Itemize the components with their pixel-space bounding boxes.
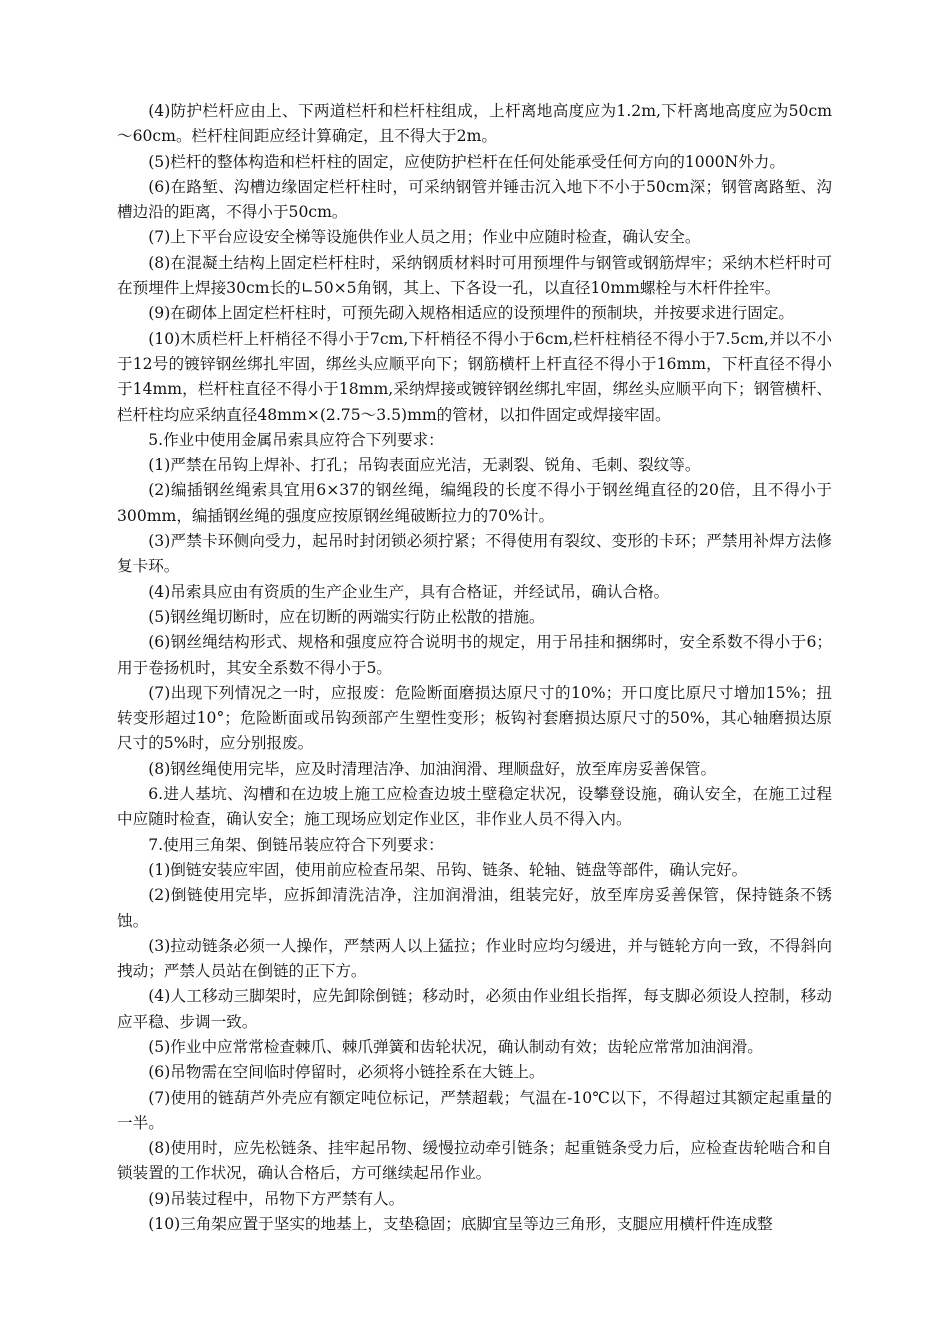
paragraph-guardrail-9: (9)在砌体上固定栏杆柱时，可预先砌入规格相适应的设预埋件的预制块，并按要求进行固定。 [148,304,795,323]
paragraph-hoist-4: (4)人工移动三脚架时，应先卸除倒链；移动时，必须由作业组长指挥，每支脚必须设人控制，移动应平稳、步调一致。 [117,987,832,1031]
paragraph-guardrail-10: (10)木质栏杆上杆梢径不得小于7cm,下杆梢径不得小于6cm,栏杆柱梢径不得小于7.5cm,并以不小于12号的镀锌钢丝绑扎牢固，绑丝头应顺平向下；钢筋横杆上杆直径不得小于16mm，下杆直径不得小于14mm，栏杆柱直径不得小于18mm,采纳焊接或镀锌钢丝绑扎牢固，绑丝头应顺平向下；钢管横杆、栏杆柱均应采纳直径48mm×(2.75～3.5)mm的管材，以扣件固定或焊接牢固。 [117,329,832,424]
document-page [117,99,832,1237]
paragraph-hoist-3: (3)拉动链条必须一人操作，严禁两人以上猛拉；作业时应均匀缓进，并与链轮方向一致，不得斜向拽动；严禁人员站在倒链的正下方。 [117,936,832,981]
paragraph-rigging-6: (6)钢丝绳结构形式、规格和强度应符合说明书的规定，用于吊挂和捆绑时，安全系数不得小于6；用于卷扬机时，其安全系数不得小于5。 [117,633,832,677]
section-heading-7: 7.使用三角架、倒链吊装应符合下列要求： [148,835,444,854]
paragraph-rigging-5: (5)钢丝绳切断时，应在切断的两端实行防止松散的措施。 [148,607,545,626]
paragraph-hoist-9: (9)吊装过程中，吊物下方严禁有人。 [148,1189,405,1208]
paragraph-hoist-2: (2)倒链使用完毕，应拆卸清洗洁净，注加润滑油，组装完好，放至库房妥善保管，保持链条不锈蚀。 [117,886,832,930]
paragraph-rigging-4: (4)吊索具应由有资质的生产企业生产，具有合格证，并经试吊，确认合格。 [148,582,670,601]
paragraph-hoist-6: (6)吊物需在空间临时停留时，必须将小链拴系在大链上。 [148,1063,545,1082]
section-heading-5: 5.作业中使用金属吊索具应符合下列要求： [148,430,444,449]
section-heading-6: 6.进人基坑、沟槽和在边坡上施工应检查边坡土壁稳定状况，设攀登设施，确认安全，在施工过程中应随时检查，确认安全；施工现场应划定作业区，非作业人员不得入内。 [117,785,832,829]
paragraph-guardrail-4: (4)防护栏杆应由上、下两道栏杆和栏杆柱组成，上杆离地高度应为1.2m,下杆离地高度应为50cm～60cm。栏杆柱间距应经计算确定，且不得大于2m。 [117,102,832,146]
paragraph-hoist-5: (5)作业中应常常检查棘爪、棘爪弹簧和齿轮状况，确认制动有效；齿轮应常常加油润滑。 [148,1037,763,1056]
paragraph-guardrail-7: (7)上下平台应设安全梯等设施供作业人员之用；作业中应随时检查，确认安全。 [148,228,701,247]
paragraph-guardrail-5: (5)栏杆的整体构造和栏杆柱的固定，应使防护栏杆在任何处能承受任何方向的1000N外力。 [148,152,785,171]
paragraph-rigging-8: (8)钢丝绳使用完毕，应及时清理洁净、加油润滑、理顺盘好，放至库房妥善保管。 [148,759,717,778]
paragraph-hoist-8: (8)使用时，应先松链条、挂牢起吊物、缓慢拉动牵引链条；起重链条受力后，应检查齿轮啮合和自锁装置的工作状况，确认合格后，方可继续起吊作业。 [117,1139,832,1183]
paragraph-rigging-3: (3)严禁卡环侧向受力，起吊时封闭锁必须拧紧；不得使用有裂纹、变形的卡环；严禁用补焊方法修复卡环。 [117,532,832,576]
paragraph-rigging-2: (2)编插钢丝绳索具宜用6×37的钢丝绳，编绳段的长度不得小于钢丝绳直径的20倍，且不得小于300mm，编插钢丝绳的强度应按原钢丝绳破断拉力的70%计。 [117,481,832,525]
paragraph-hoist-7: (7)使用的链葫芦外壳应有额定吨位标记，严禁超载；气温在-10℃以下，不得超过其额定起重量的一半。 [117,1088,832,1132]
paragraph-rigging-7: (7)出现下列情况之一时，应报废：危险断面磨损达原尺寸的10%；开口度比原尺寸增加15%；扭转变形超过10°；危险断面或吊钩颈部产生塑性变形；板钩衬套磨损达原尺寸的50%，其心轴磨损达原尺寸的5%时，应分别报废。 [117,683,832,753]
paragraph-rigging-1: (1)严禁在吊钩上焊补、打孔；吊钩表面应光洁，无剥裂、锐角、毛刺、裂纹等。 [148,456,701,475]
paragraph-hoist-10: (10)三角架应置于坚实的地基上，支垫稳固；底脚宜呈等边三角形，支腿应用横杆件连成整 [148,1215,773,1234]
paragraph-guardrail-8: (8)在混凝土结构上固定栏杆柱时，采纳钢质材料时可用预埋件与钢管或钢筋焊牢；采纳木栏杆时可在预埋件上焊接30cm长的∟50×5角钢，其上、下各设一孔，以直径10mm螺栓与木杆件拴牢。 [117,253,832,298]
paragraph-guardrail-6: (6)在路堑、沟槽边缘固定栏杆柱时，可采纳钢管并锤击沉入地下不小于50cm深；钢管离路堑、沟槽边沿的距离，不得小于50cm。 [117,177,832,222]
paragraph-hoist-1: (1)倒链安装应牢固，使用前应检查吊架、吊钩、链条、轮轴、链盘等部件，确认完好。 [148,860,748,879]
